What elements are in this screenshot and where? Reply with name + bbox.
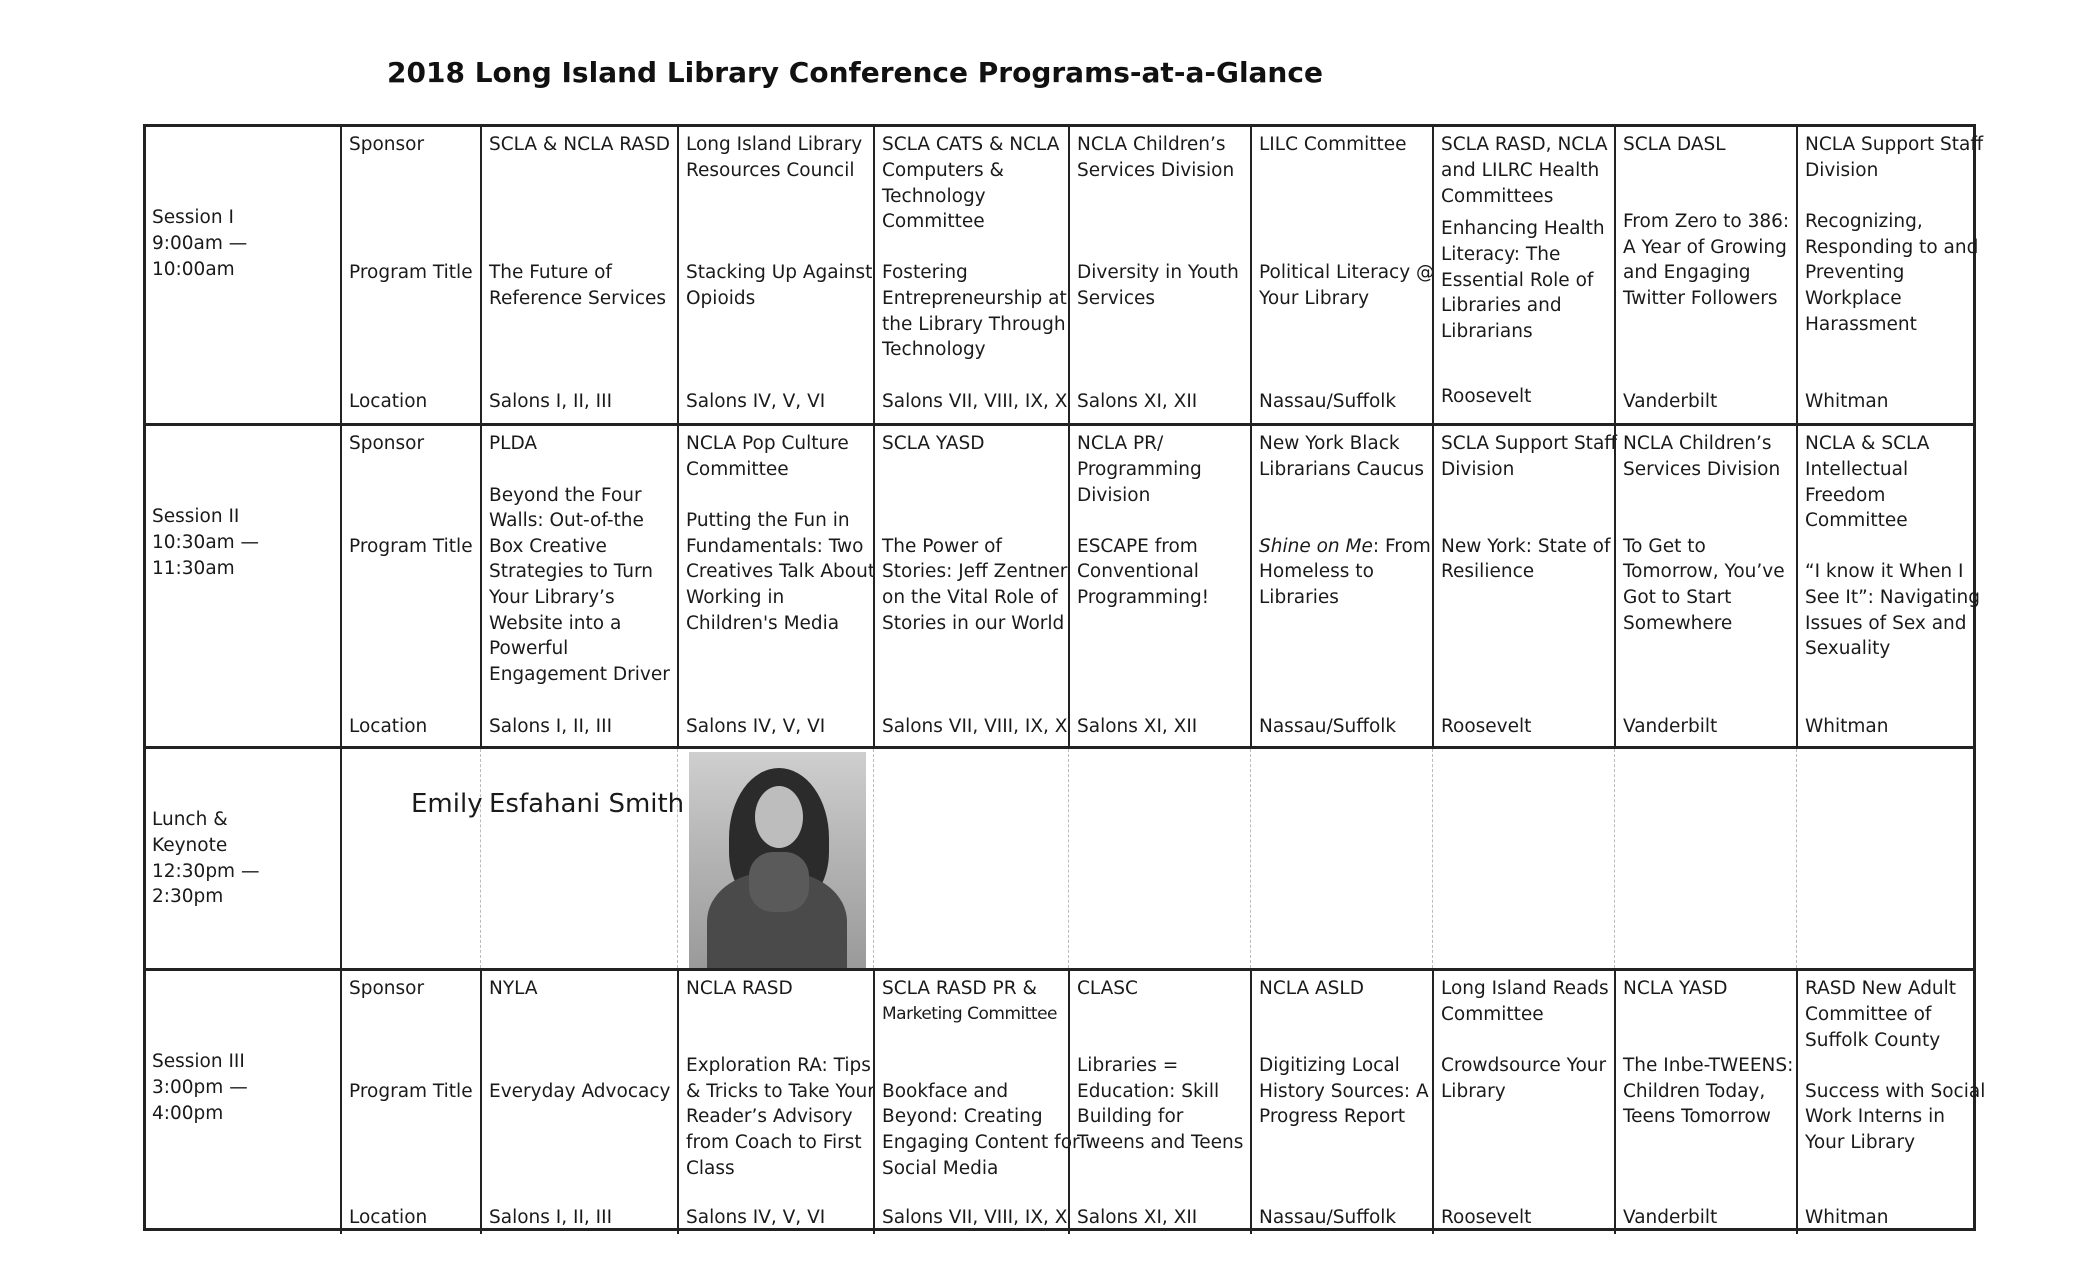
location-text: Roosevelt xyxy=(1441,386,1532,407)
sponsor-text: Committee xyxy=(882,211,985,232)
sponsor-text: SCLA Support Staff xyxy=(1441,433,1618,454)
sponsor-text: PLDA xyxy=(489,433,538,454)
location-text: Salons IV, V, VI xyxy=(686,1207,826,1228)
sponsor-text: Committee xyxy=(686,459,789,480)
program-title: on the Vital Role of xyxy=(882,587,1058,608)
program-title: Workplace xyxy=(1805,288,1902,309)
session-1-row xyxy=(146,127,1984,423)
location-text: Roosevelt xyxy=(1441,716,1532,737)
program-title: Engagement Driver xyxy=(489,664,670,685)
program-title: Libraries and xyxy=(1441,295,1562,316)
session-time-end: 10:00am xyxy=(152,259,235,280)
location-label: Location xyxy=(349,716,428,737)
sponsor-label: Sponsor xyxy=(349,134,425,155)
program-title: Librarians xyxy=(1441,321,1533,342)
sponsor-text: SCLA CATS & NCLA xyxy=(882,134,1060,155)
location-text: Salons IV, V, VI xyxy=(686,716,826,737)
program-title: Box Creative xyxy=(489,536,607,557)
location-text: Vanderbilt xyxy=(1623,1207,1718,1228)
program-title: Your Library xyxy=(1805,1132,1916,1153)
sponsor-text: Committees xyxy=(1441,186,1554,207)
sponsor-text: and LILRC Health xyxy=(1441,160,1600,181)
location-text: Salons I, II, III xyxy=(489,716,613,737)
program-title: Strategies to Turn xyxy=(489,561,654,582)
program-title: Technology xyxy=(882,339,986,360)
sponsor-text: Resources Council xyxy=(686,160,855,181)
program-title: To Get to xyxy=(1623,536,1706,557)
session-name: Session III xyxy=(152,1051,245,1072)
sponsor-text: Technology xyxy=(882,186,986,207)
program-title: ESCAPE from xyxy=(1077,536,1198,557)
sponsor-text: NYLA xyxy=(489,978,538,999)
program-title: Fostering xyxy=(882,262,968,283)
program-title: Education: Skill xyxy=(1077,1081,1220,1102)
sponsor-text: Long Island Library xyxy=(686,134,863,155)
program-title: Diversity in Youth xyxy=(1077,262,1239,283)
program-title: Libraries xyxy=(1259,587,1339,608)
sponsor-text: RASD New Adult xyxy=(1805,978,1957,999)
sponsor-text: NCLA RASD xyxy=(686,978,793,999)
program-title: Services xyxy=(1077,288,1156,309)
program-title: Political Literacy @ xyxy=(1259,262,1435,283)
program-title: From Zero to 386: xyxy=(1623,211,1790,232)
program-title: Enhancing Health xyxy=(1441,218,1605,239)
program-title: Your Library’s xyxy=(489,587,615,608)
program-title: Preventing xyxy=(1805,262,1905,283)
lunch-time-end: 2:30pm xyxy=(152,886,224,907)
program-title: and Engaging xyxy=(1623,262,1751,283)
program-title-label: Program Title xyxy=(349,262,473,283)
location-text: Vanderbilt xyxy=(1623,716,1718,737)
sponsor-text: Freedom xyxy=(1805,485,1886,506)
location-text: Roosevelt xyxy=(1441,1207,1532,1228)
program-title: Literacy: The xyxy=(1441,244,1561,265)
session-2-row xyxy=(146,423,1981,746)
sponsor-text: Division xyxy=(1441,459,1515,480)
sponsor-text: Committee xyxy=(1805,510,1908,531)
session-time-end: 11:30am xyxy=(152,558,235,579)
program-title: See It”: Navigating xyxy=(1805,587,1981,608)
location-text: Salons I, II, III xyxy=(489,1207,613,1228)
sponsor-text: Services Division xyxy=(1623,459,1781,480)
sponsor-text: Long Island Reads xyxy=(1441,978,1609,999)
schedule-table xyxy=(143,124,1986,1231)
program-title: Entrepreneurship at xyxy=(882,288,1067,309)
sponsor-text: Programming xyxy=(1077,459,1202,480)
program-title: Your Library xyxy=(1259,288,1370,309)
program-title: Beyond: Creating xyxy=(882,1106,1043,1127)
program-title: Essential Role of xyxy=(1441,270,1594,291)
sponsor-text: NCLA YASD xyxy=(1623,978,1728,999)
program-title: from Coach to First xyxy=(686,1132,862,1153)
sponsor-text: NCLA ASLD xyxy=(1259,978,1364,999)
session-3-row xyxy=(146,968,1986,1234)
sponsor-text: Computers & xyxy=(882,160,1004,181)
location-text: Whitman xyxy=(1805,1207,1889,1228)
sponsor-text: Committee of xyxy=(1805,1004,1932,1025)
program-title: Harassment xyxy=(1805,314,1917,335)
sponsor-text: LILC Committee xyxy=(1259,134,1407,155)
program-title: Bookface and xyxy=(882,1081,1009,1102)
location-text: Salons VII, VIII, IX, X xyxy=(882,1207,1068,1228)
sponsor-text: NCLA Children’s xyxy=(1077,134,1226,155)
program-title: Website into a xyxy=(489,613,622,634)
location-text: Salons XI, XII xyxy=(1077,391,1198,412)
program-title: Working in xyxy=(686,587,785,608)
session-name: Session I xyxy=(152,207,234,228)
lunch-label: Lunch & xyxy=(152,809,228,830)
keynote-last-name: Esfahani Smith xyxy=(489,789,685,819)
program-title-label: Program Title xyxy=(349,1081,473,1102)
program-title: The Inbe-TWEENS: xyxy=(1623,1055,1794,1076)
program-title: Everyday Advocacy xyxy=(489,1081,671,1102)
program-title: The Power of xyxy=(882,536,1002,557)
sponsor-text: SCLA RASD, NCLA xyxy=(1441,134,1608,155)
program-title: Crowdsource Your xyxy=(1441,1055,1607,1076)
keynote-first-name: Emily xyxy=(411,789,483,819)
program-title: Tomorrow, You’ve xyxy=(1623,561,1785,582)
sponsor-text: Marketing Committee xyxy=(882,1004,1057,1024)
program-title: Children's Media xyxy=(686,613,840,634)
program-title: Building for xyxy=(1077,1106,1184,1127)
location-text: Whitman xyxy=(1805,391,1889,412)
sponsor-text: NCLA PR/ xyxy=(1077,433,1164,454)
location-label: Location xyxy=(349,391,428,412)
program-title: Engaging Content for xyxy=(882,1132,1080,1153)
program-title: Issues of Sex and xyxy=(1805,613,1967,634)
program-title: Got to Start xyxy=(1623,587,1732,608)
program-title: A Year of Growing xyxy=(1623,237,1787,258)
program-title: Shine on Me: From xyxy=(1259,536,1431,557)
sponsor-text: SCLA RASD PR & xyxy=(882,978,1037,999)
program-title: Beyond the Four xyxy=(489,485,642,506)
program-title: Responding to and xyxy=(1805,237,1979,258)
session-time-start: 3:00pm — xyxy=(152,1077,248,1098)
session-name: Session II xyxy=(152,506,240,527)
sponsor-text: Committee xyxy=(1441,1004,1544,1025)
program-title: Teens Tomorrow xyxy=(1623,1106,1771,1127)
program-title: “I know it When I xyxy=(1805,561,1964,582)
sponsor-text: New York Black xyxy=(1259,433,1400,454)
program-title: the Library Through xyxy=(882,314,1066,335)
location-text: Salons VII, VIII, IX, X xyxy=(882,716,1068,737)
location-text: Nassau/Suffolk xyxy=(1259,1207,1397,1228)
program-title: Putting the Fun in xyxy=(686,510,850,531)
program-title: Class xyxy=(686,1158,735,1179)
program-title: The Future of xyxy=(489,262,612,283)
location-label: Location xyxy=(349,1207,428,1228)
program-title: Children Today, xyxy=(1623,1081,1766,1102)
sponsor-text: NCLA & SCLA xyxy=(1805,433,1930,454)
program-title: Stories in our World xyxy=(882,613,1065,634)
sponsor-text: SCLA YASD xyxy=(882,433,985,454)
program-title: Library xyxy=(1441,1081,1506,1102)
program-title: Twitter Followers xyxy=(1623,288,1778,309)
sponsor-text: Division xyxy=(1077,485,1151,506)
sponsor-text: Services Division xyxy=(1077,160,1235,181)
program-title: Sexuality xyxy=(1805,638,1891,659)
location-text: Nassau/Suffolk xyxy=(1259,391,1397,412)
program-title: Somewhere xyxy=(1623,613,1733,634)
location-text: Salons XI, XII xyxy=(1077,1207,1198,1228)
keynote-speaker-photo xyxy=(689,752,866,968)
sponsor-text: Suffolk County xyxy=(1805,1030,1941,1051)
lunch-time-start: 12:30pm — xyxy=(152,861,260,882)
program-title: Progress Report xyxy=(1259,1106,1406,1127)
page-title: 2018 Long Island Library Conference Programs-at-a-Glance xyxy=(387,56,1323,89)
sponsor-text: NCLA Support Staff xyxy=(1805,134,1984,155)
program-title: History Sources: A xyxy=(1259,1081,1429,1102)
location-text: Salons IV, V, VI xyxy=(686,391,826,412)
sponsor-text: Division xyxy=(1805,160,1879,181)
program-title: Powerful xyxy=(489,638,569,659)
program-title: Reference Services xyxy=(489,288,667,309)
sponsor-text: Intellectual xyxy=(1805,459,1909,480)
sponsor-text: NCLA Children’s xyxy=(1623,433,1772,454)
sponsor-text: SCLA & NCLA RASD xyxy=(489,134,671,155)
program-title: Work Interns in xyxy=(1805,1106,1945,1127)
program-title: Digitizing Local xyxy=(1259,1055,1400,1076)
sponsor-label: Sponsor xyxy=(349,978,425,999)
sponsor-label: Sponsor xyxy=(349,433,425,454)
keynote-label: Keynote xyxy=(152,835,228,856)
program-title: Walls: Out-of-the xyxy=(489,510,644,531)
program-title: Fundamentals: Two xyxy=(686,536,864,557)
program-title: Programming! xyxy=(1077,587,1210,608)
session-time-start: 10:30am — xyxy=(152,532,260,553)
sponsor-text: SCLA DASL xyxy=(1623,134,1726,155)
program-title: Recognizing, xyxy=(1805,211,1923,232)
program-title: Success with Social xyxy=(1805,1081,1986,1102)
location-text: Vanderbilt xyxy=(1623,391,1718,412)
location-text: Nassau/Suffolk xyxy=(1259,716,1397,737)
program-title: Exploration RA: Tips xyxy=(686,1055,871,1076)
program-title: Conventional xyxy=(1077,561,1199,582)
program-title: Creatives Talk About xyxy=(686,561,876,582)
program-title: Homeless to xyxy=(1259,561,1374,582)
sponsor-text: Librarians Caucus xyxy=(1259,459,1424,480)
location-text: Salons VII, VIII, IX, X xyxy=(882,391,1068,412)
session-time-end: 4:00pm xyxy=(152,1103,224,1124)
program-title-label: Program Title xyxy=(349,536,473,557)
program-title: Reader’s Advisory xyxy=(686,1106,853,1127)
program-title: Social Media xyxy=(882,1158,999,1179)
location-text: Salons XI, XII xyxy=(1077,716,1198,737)
lunch-keynote-row xyxy=(146,746,1973,968)
program-title: Libraries = xyxy=(1077,1055,1179,1076)
program-title: Stacking Up Against xyxy=(686,262,873,283)
program-title: Resilience xyxy=(1441,561,1535,582)
program-title: & Tricks to Take Your xyxy=(686,1081,875,1102)
program-title: Opioids xyxy=(686,288,756,309)
program-title: Tweens and Teens xyxy=(1077,1132,1244,1153)
sponsor-text: CLASC xyxy=(1077,978,1138,999)
program-title: Stories: Jeff Zentner xyxy=(882,561,1068,582)
location-text: Salons I, II, III xyxy=(489,391,613,412)
location-text: Whitman xyxy=(1805,716,1889,737)
sponsor-text: NCLA Pop Culture xyxy=(686,433,849,454)
program-title: New York: State of xyxy=(1441,536,1611,557)
session-time-start: 9:00am — xyxy=(152,233,248,254)
